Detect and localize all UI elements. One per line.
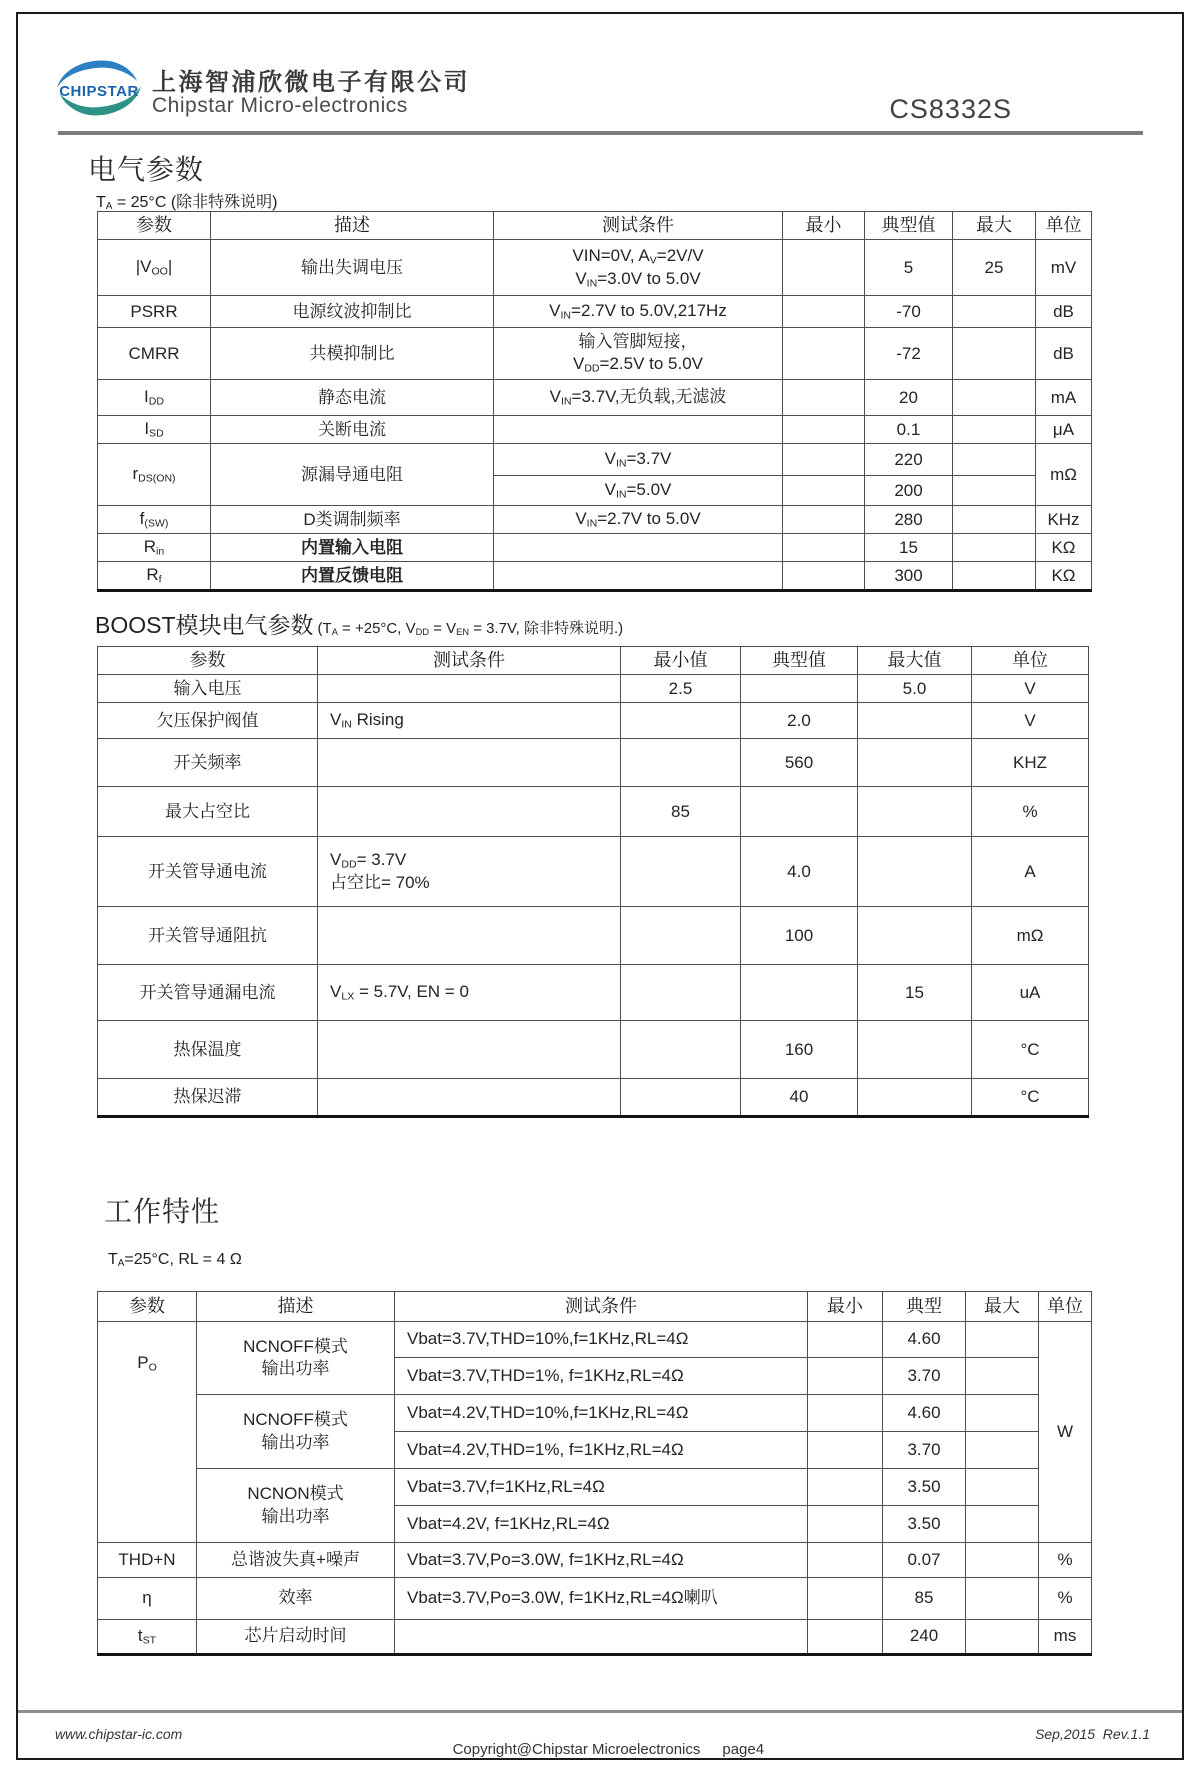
cell-condition xyxy=(318,1021,621,1079)
cell-min xyxy=(808,1506,883,1543)
company-name-cn: 上海智浦欣微电子有限公司 xyxy=(152,69,470,96)
cell-min xyxy=(783,562,865,591)
cell-typ xyxy=(741,965,858,1021)
cell-desc: D类调制频率 xyxy=(211,506,494,534)
cell-condition: $V_{DD}= 3.7V$ 占空比= 70% xyxy=(318,837,621,907)
cell-condition xyxy=(318,739,621,787)
cell-min xyxy=(783,416,865,444)
table-row xyxy=(98,1079,1089,1117)
cell-param: CMRR xyxy=(98,328,211,380)
cell-max xyxy=(858,739,972,787)
header-row xyxy=(98,212,1092,240)
cell-max xyxy=(966,1578,1039,1620)
cell-max xyxy=(966,1543,1039,1578)
cell-typ: 3.50 xyxy=(883,1469,966,1506)
col-header-max: 最大 xyxy=(953,212,1036,240)
cell-param: $|V_{OO}|$ xyxy=(98,240,211,296)
cell-typ: 20 xyxy=(865,380,953,416)
cell-min xyxy=(621,907,741,965)
cell-min xyxy=(808,1578,883,1620)
cell-param: 最大占空比 xyxy=(98,787,318,837)
cell-min: 2.5 xyxy=(621,675,741,703)
cell-min xyxy=(621,837,741,907)
cell-min xyxy=(621,739,741,787)
table-row xyxy=(98,675,1089,703)
section-title-boost xyxy=(95,607,623,640)
operating-characteristics-table xyxy=(97,1291,1092,1656)
cell-typ: 160 xyxy=(741,1021,858,1079)
cell-param: $r_{DS(ON)}$ xyxy=(98,444,211,506)
cell-typ: 3.70 xyxy=(883,1358,966,1395)
cell-unit: uA xyxy=(972,965,1089,1021)
cell-max xyxy=(858,1021,972,1079)
header-row xyxy=(98,1292,1092,1322)
col-header-param: 参数 xyxy=(98,212,211,240)
cell-min xyxy=(808,1322,883,1358)
cell-min: 85 xyxy=(621,787,741,837)
table-row xyxy=(98,837,1089,907)
cell-param: 热保温度 xyxy=(98,1021,318,1079)
cell-param: $I_{DD}$ xyxy=(98,380,211,416)
cell-desc: 电源纹波抑制比 xyxy=(211,296,494,328)
cell-typ: 3.50 xyxy=(883,1506,966,1543)
cell-typ: 15 xyxy=(865,534,953,562)
cell-min xyxy=(621,1079,741,1117)
cell-condition xyxy=(494,534,783,562)
cell-param: 开关管导通漏电流 xyxy=(98,965,318,1021)
footer-page-number: page4 xyxy=(722,1741,765,1758)
cell-min xyxy=(783,296,865,328)
cell-typ: 3.70 xyxy=(883,1432,966,1469)
cell-condition xyxy=(395,1620,808,1655)
cell-param: $t_{ST}$ xyxy=(98,1620,197,1655)
section-subtitle-operating: $T_A=25^\circ C$, RL = 4 Ω xyxy=(108,1251,242,1270)
col-header-condition: 测试条件 xyxy=(494,212,783,240)
cell-typ: 40 xyxy=(741,1079,858,1117)
cell-max xyxy=(966,1469,1039,1506)
cell-min xyxy=(808,1432,883,1469)
cell-unit: KΩ xyxy=(1036,562,1092,591)
cell-min xyxy=(808,1395,883,1432)
chipstar-logo xyxy=(52,56,146,122)
table-row xyxy=(98,416,1092,444)
table-row xyxy=(98,787,1089,837)
cell-max xyxy=(953,534,1036,562)
cell-typ: 85 xyxy=(883,1578,966,1620)
cell-desc: 共模抑制比 xyxy=(211,328,494,380)
cell-typ: 4.60 xyxy=(883,1322,966,1358)
cell-max xyxy=(953,562,1036,591)
cell-max xyxy=(953,380,1036,416)
cell-min xyxy=(621,1021,741,1079)
cell-typ: 240 xyxy=(883,1620,966,1655)
cell-condition: 输入管脚短接， $V_{DD}=2.5V$ to 5.0V xyxy=(494,328,783,380)
col-header-unit: 单位 xyxy=(1036,212,1092,240)
cell-min xyxy=(808,1358,883,1395)
footer-divider xyxy=(18,1710,1182,1713)
cell-max xyxy=(966,1395,1039,1432)
cell-desc: 静态电流 xyxy=(211,380,494,416)
cell-param: 开关管导通阻抗 xyxy=(98,907,318,965)
boost-conditions: ($T_A = +25^\circ C$, $V_{DD} = V_{EN} = 3.7V$, 除非特殊说明.) xyxy=(317,620,624,638)
cell-unit: dB xyxy=(1036,328,1092,380)
cell-desc: 总谐波失真+噪声 xyxy=(197,1543,395,1578)
cell-max xyxy=(858,787,972,837)
cell-max xyxy=(953,328,1036,380)
cell-unit: °C xyxy=(972,1021,1089,1079)
cell-unit: mA xyxy=(1036,380,1092,416)
cell-desc: 效率 xyxy=(197,1578,395,1620)
cell-unit: μA xyxy=(1036,416,1092,444)
cell-min xyxy=(783,534,865,562)
cell-min xyxy=(808,1543,883,1578)
cell-min xyxy=(621,703,741,739)
cell-typ: 4.60 xyxy=(883,1395,966,1432)
col-header-typ: 典型值 xyxy=(741,647,858,675)
cell-max xyxy=(966,1358,1039,1395)
table-row xyxy=(98,1620,1092,1655)
table-row xyxy=(98,296,1092,328)
cell-min xyxy=(783,506,865,534)
cell-max: 5.0 xyxy=(858,675,972,703)
table-row xyxy=(98,907,1089,965)
cell-max xyxy=(953,416,1036,444)
cell-param: 开关频率 xyxy=(98,739,318,787)
table-row xyxy=(98,1021,1089,1079)
cell-unit: KHz xyxy=(1036,506,1092,534)
cell-typ: -70 xyxy=(865,296,953,328)
cell-condition xyxy=(494,562,783,591)
cell-condition: Vbat=3.7V,f=1KHz,RL=4Ω xyxy=(395,1469,808,1506)
section-subtitle-electrical: $T_A = 25^\circ C$ (除非特殊说明) xyxy=(96,194,278,213)
col-header-typ: 典型值 xyxy=(865,212,953,240)
cell-typ: 560 xyxy=(741,739,858,787)
cell-max xyxy=(858,907,972,965)
cell-unit: % xyxy=(1039,1578,1092,1620)
cell-typ xyxy=(741,675,858,703)
cell-min xyxy=(783,444,865,476)
cell-param: η xyxy=(98,1578,197,1620)
cell-param: $R_{in}$ xyxy=(98,534,211,562)
section-title-operating: 工作特性 xyxy=(104,1196,221,1227)
cell-desc: 源漏导通电阻 xyxy=(211,444,494,506)
col-header-min: 最小值 xyxy=(621,647,741,675)
table-row xyxy=(98,739,1089,787)
cell-condition xyxy=(494,416,783,444)
cell-condition: $V_{IN}=3.7V$,无负载,无滤波 xyxy=(494,380,783,416)
boost-parameters-table xyxy=(97,646,1089,1118)
cell-param: $I_{SD}$ xyxy=(98,416,211,444)
col-header-unit: 单位 xyxy=(1039,1292,1092,1322)
footer-copyright-line xyxy=(0,1724,1200,1768)
cell-condition: Vbat=4.2V, f=1KHz,RL=4Ω xyxy=(395,1506,808,1543)
cell-typ: 280 xyxy=(865,506,953,534)
cell-max xyxy=(953,476,1036,506)
col-header-min: 最小 xyxy=(808,1292,883,1322)
boost-title: BOOST模块电气参数 xyxy=(95,612,314,638)
electrical-parameters-table xyxy=(97,211,1092,592)
cell-desc: NCNOFF模式 输出功率 xyxy=(197,1322,395,1395)
table-row xyxy=(98,1469,1092,1506)
col-header-condition: 测试条件 xyxy=(318,647,621,675)
cell-desc: 芯片启动时间 xyxy=(197,1620,395,1655)
cell-max xyxy=(966,1506,1039,1543)
cell-condition xyxy=(318,907,621,965)
cell-condition: Vbat=4.2V,THD=1%, f=1KHz,RL=4Ω xyxy=(395,1432,808,1469)
table-row xyxy=(98,380,1092,416)
cell-max xyxy=(966,1432,1039,1469)
cell-typ: 220 xyxy=(865,444,953,476)
footer-revision: Sep,2015 Rev.1.1 xyxy=(1035,1726,1150,1742)
cell-param: 输入电压 xyxy=(98,675,318,703)
cell-max xyxy=(858,703,972,739)
cell-typ: 5 xyxy=(865,240,953,296)
cell-desc: 内置输入电阻 xyxy=(211,534,494,562)
cell-min xyxy=(783,476,865,506)
cell-condition: $V_{LX} = 5.7V$, EN = 0 xyxy=(318,965,621,1021)
table-row xyxy=(98,506,1092,534)
cell-max xyxy=(966,1322,1039,1358)
cell-unit: mΩ xyxy=(972,907,1089,965)
cell-param: 开关管导通电流 xyxy=(98,837,318,907)
cell-typ: -72 xyxy=(865,328,953,380)
footer-website: www.chipstar-ic.com xyxy=(55,1726,183,1742)
cell-condition: $V_{IN}=5.0V$ xyxy=(494,476,783,506)
cell-desc: 关断电流 xyxy=(211,416,494,444)
cell-unit: KHZ xyxy=(972,739,1089,787)
operating-table-container xyxy=(97,1291,1092,1656)
cell-unit: mV xyxy=(1036,240,1092,296)
cell-min xyxy=(808,1469,883,1506)
col-header-typ: 典型 xyxy=(883,1292,966,1322)
cell-min xyxy=(783,240,865,296)
col-header-param: 参数 xyxy=(98,647,318,675)
cell-param: $P_O$ xyxy=(98,1322,197,1543)
cell-desc: 输出失调电压 xyxy=(211,240,494,296)
cell-typ: 200 xyxy=(865,476,953,506)
cell-typ: 0.1 xyxy=(865,416,953,444)
cell-typ: 100 xyxy=(741,907,858,965)
cell-max xyxy=(966,1620,1039,1655)
cell-max xyxy=(953,444,1036,476)
table-row xyxy=(98,562,1092,591)
col-header-min: 最小 xyxy=(783,212,865,240)
cell-unit: mΩ xyxy=(1036,444,1092,506)
cell-max xyxy=(858,837,972,907)
cell-condition: $V_{IN}=2.7V$ to 5.0V,217Hz xyxy=(494,296,783,328)
boost-table-container xyxy=(97,646,1089,1118)
section-title-electrical: 电气参数 xyxy=(88,154,205,185)
footer-copyright: Copyright@Chipstar Microelectronics xyxy=(452,1741,701,1758)
table-row xyxy=(98,444,1092,476)
cell-max xyxy=(953,506,1036,534)
cell-condition: VIN=0V, $A_V=2V/V$ $V_{IN}=3.0V$ to 5.0V xyxy=(494,240,783,296)
cell-typ: 0.07 xyxy=(883,1543,966,1578)
cell-condition: Vbat=3.7V,Po=3.0W, f=1KHz,RL=4Ω喇叭 xyxy=(395,1578,808,1620)
table-row xyxy=(98,1322,1092,1358)
cell-condition: $V_{IN}=3.7V$ xyxy=(494,444,783,476)
cell-condition: Vbat=4.2V,THD=10%,f=1KHz,RL=4Ω xyxy=(395,1395,808,1432)
col-header-unit: 单位 xyxy=(972,647,1089,675)
cell-unit: V xyxy=(972,675,1089,703)
cell-condition xyxy=(318,787,621,837)
cell-condition: $V_{IN}=2.7V$ to 5.0V xyxy=(494,506,783,534)
col-header-condition: 测试条件 xyxy=(395,1292,808,1322)
electrical-table-container xyxy=(97,211,1092,592)
cell-desc: NCNOFF模式 输出功率 xyxy=(197,1395,395,1469)
cell-unit: dB xyxy=(1036,296,1092,328)
cell-unit: A xyxy=(972,837,1089,907)
cell-max xyxy=(953,296,1036,328)
cell-min xyxy=(783,380,865,416)
col-header-desc: 描述 xyxy=(197,1292,395,1322)
col-header-desc: 描述 xyxy=(211,212,494,240)
header-divider xyxy=(58,131,1143,135)
cell-min xyxy=(808,1620,883,1655)
table-row xyxy=(98,1543,1092,1578)
cell-condition xyxy=(318,1079,621,1117)
table-row xyxy=(98,534,1092,562)
cell-condition: Vbat=3.7V,Po=3.0W, f=1KHz,RL=4Ω xyxy=(395,1543,808,1578)
cell-max: 25 xyxy=(953,240,1036,296)
cell-unit: KΩ xyxy=(1036,534,1092,562)
cell-condition: Vbat=3.7V,THD=1%, f=1KHz,RL=4Ω xyxy=(395,1358,808,1395)
table-row xyxy=(98,1578,1092,1620)
company-name-en: Chipstar Micro-electronics xyxy=(152,94,408,117)
table-row xyxy=(98,703,1089,739)
cell-condition xyxy=(318,675,621,703)
cell-desc: 内置反馈电阻 xyxy=(211,562,494,591)
cell-typ: 300 xyxy=(865,562,953,591)
cell-condition: $V_{IN}$ Rising xyxy=(318,703,621,739)
cell-min xyxy=(783,328,865,380)
cell-typ: 4.0 xyxy=(741,837,858,907)
logo-wordmark: CHIPSTAR xyxy=(59,83,139,100)
part-number: CS8332S xyxy=(889,94,1012,124)
cell-param: THD+N xyxy=(98,1543,197,1578)
cell-unit: W xyxy=(1039,1322,1092,1543)
table-row xyxy=(98,965,1089,1021)
cell-unit: % xyxy=(1039,1543,1092,1578)
table-row xyxy=(98,240,1092,296)
col-header-max: 最大 xyxy=(966,1292,1039,1322)
cell-param: PSRR xyxy=(98,296,211,328)
cell-min xyxy=(621,965,741,1021)
cell-unit: °C xyxy=(972,1079,1089,1117)
cell-unit: V xyxy=(972,703,1089,739)
cell-condition: Vbat=3.7V,THD=10%,f=1KHz,RL=4Ω xyxy=(395,1322,808,1358)
col-header-max: 最大值 xyxy=(858,647,972,675)
cell-unit: % xyxy=(972,787,1089,837)
cell-max: 15 xyxy=(858,965,972,1021)
cell-param: $f_{(SW)}$ xyxy=(98,506,211,534)
cell-desc: NCNON模式 输出功率 xyxy=(197,1469,395,1543)
table-row xyxy=(98,328,1092,380)
cell-max xyxy=(858,1079,972,1117)
cell-typ: 2.0 xyxy=(741,703,858,739)
cell-param: $R_f$ xyxy=(98,562,211,591)
cell-param: 热保迟滞 xyxy=(98,1079,318,1117)
cell-typ xyxy=(741,787,858,837)
cell-param: 欠压保护阀值 xyxy=(98,703,318,739)
col-header-param: 参数 xyxy=(98,1292,197,1322)
table-row xyxy=(98,1395,1092,1432)
cell-unit: ms xyxy=(1039,1620,1092,1655)
header-row xyxy=(98,647,1089,675)
